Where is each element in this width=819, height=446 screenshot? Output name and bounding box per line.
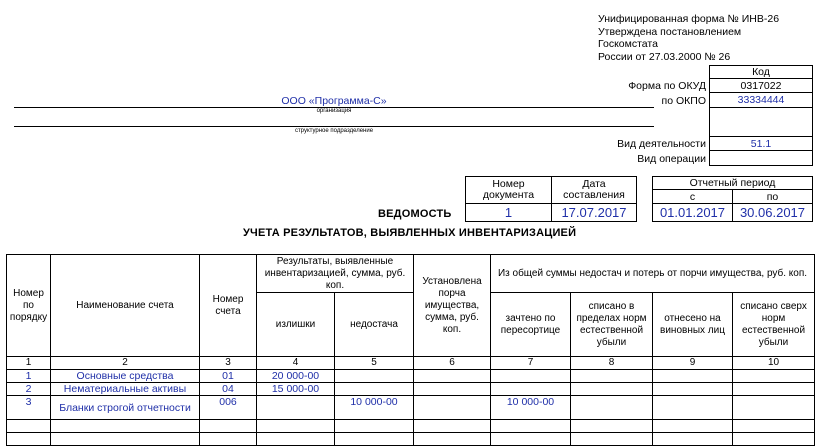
approval-authority: Госкомстата [598, 38, 658, 50]
th-account-number: Номер счета [200, 255, 257, 357]
doc-number-value[interactable]: 1 [465, 203, 552, 222]
results-table [6, 254, 815, 446]
operation-value[interactable] [709, 150, 813, 166]
within-norms-value[interactable] [571, 396, 653, 420]
document-title: ВЕДОМОСТЬ [378, 208, 452, 220]
col-number: 1 [7, 357, 51, 370]
th-guilty: отнесено на виновных лиц [653, 293, 733, 357]
regrading-value[interactable]: 10 000-00 [491, 396, 571, 420]
period-to-value[interactable]: 30.06.2017 [732, 203, 813, 222]
col-number: 3 [200, 357, 257, 370]
th-regrading: зачтено по пересортице [491, 293, 571, 357]
period-from-value[interactable]: 01.01.2017 [652, 203, 733, 222]
th-damage: Установлена порча имущества, сумма, руб. коп. [414, 255, 491, 357]
th-of-total: Из общей суммы недостач и потерь от порчи имущества, руб. коп. [491, 255, 815, 293]
guilty-value[interactable] [653, 370, 733, 383]
codes-blank [709, 107, 813, 137]
operation-label: Вид операции [637, 153, 706, 165]
th-account-name: Наименование счета [51, 255, 200, 357]
account-number[interactable]: 01 [200, 370, 257, 383]
damage-value[interactable] [414, 370, 491, 383]
account-name[interactable]: Нематериальные активы [51, 383, 200, 396]
doc-date-header: Дата составления [551, 176, 637, 204]
shortage-value[interactable] [335, 383, 414, 396]
okpo-label: по ОКПО [661, 95, 706, 107]
okud-label: Форма по ОКУД [628, 80, 706, 92]
department-caption: структурное подразделение [294, 128, 374, 134]
col-number: 9 [653, 357, 733, 370]
approval-line: Утверждена постановлением [598, 25, 742, 38]
doc-number-header: Номер документа [465, 176, 552, 204]
account-name[interactable]: Основные средства [51, 370, 200, 383]
column-numbers-row [7, 357, 815, 370]
surplus-value[interactable]: 20 000-00 [257, 370, 335, 383]
okud-value: 0317022 [709, 78, 813, 93]
row-number[interactable]: 3 [7, 396, 51, 420]
okpo-value[interactable]: 33334444 [709, 92, 813, 108]
regrading-value[interactable] [491, 383, 571, 396]
account-name[interactable]: Бланки строгой отчетности [51, 396, 200, 420]
period-from-header: с [652, 189, 733, 204]
col-number: 10 [733, 357, 815, 370]
row-number[interactable]: 2 [7, 383, 51, 396]
th-surplus: излишки [257, 293, 335, 357]
department-line [14, 126, 654, 127]
table-row-empty[interactable] [7, 420, 815, 433]
th-above-norms: списано сверх норм естественной убыли [733, 293, 815, 357]
document-subtitle: УЧЕТА РЕЗУЛЬТАТОВ, ВЫЯВЛЕННЫХ ИНВЕНТАРИЗАЦИЕЙ [243, 227, 577, 239]
col-number: 5 [335, 357, 414, 370]
row-number[interactable]: 1 [7, 370, 51, 383]
shortage-value[interactable]: 10 000-00 [335, 396, 414, 420]
table-row[interactable] [7, 383, 815, 396]
activity-value[interactable]: 51.1 [709, 136, 813, 151]
approval-date: России от 27.03.2000 № 26 [598, 50, 731, 63]
guilty-value[interactable] [653, 383, 733, 396]
th-shortage: недостача [335, 293, 414, 357]
period-to-header: по [732, 189, 813, 204]
table-row[interactable] [7, 370, 815, 383]
table-row[interactable] [7, 396, 815, 420]
above-norms-value[interactable] [733, 396, 815, 420]
organization-name[interactable]: ООО «Программа-С» [281, 95, 387, 107]
guilty-value[interactable] [653, 396, 733, 420]
th-results: Результаты, выявленные инвентаризацией, сумма, руб. коп. [257, 255, 414, 293]
damage-value[interactable] [414, 383, 491, 396]
form-name: Унифицированная форма № ИНВ-26 [598, 13, 780, 25]
doc-date-value[interactable]: 17.07.2017 [551, 203, 637, 222]
within-norms-value[interactable] [571, 383, 653, 396]
activity-label: Вид деятельности [617, 138, 706, 150]
period-header: Отчетный период [652, 176, 813, 190]
col-number: 6 [414, 357, 491, 370]
col-number: 7 [491, 357, 571, 370]
account-number[interactable]: 04 [200, 383, 257, 396]
regrading-value[interactable] [491, 370, 571, 383]
codes-header: Код [709, 65, 813, 79]
shortage-value[interactable] [335, 370, 414, 383]
col-number: 8 [571, 357, 653, 370]
form-header [598, 13, 813, 63]
account-number[interactable]: 006 [200, 396, 257, 420]
above-norms-value[interactable] [733, 383, 815, 396]
th-within-norms: списано в пределах норм естественной убыли [571, 293, 653, 357]
col-number: 2 [51, 357, 200, 370]
th-row-number: Номер по порядку [7, 255, 51, 357]
damage-value[interactable] [414, 396, 491, 420]
surplus-value[interactable]: 15 000-00 [257, 383, 335, 396]
surplus-value[interactable] [257, 396, 335, 420]
col-number: 4 [257, 357, 335, 370]
within-norms-value[interactable] [571, 370, 653, 383]
organization-caption: организация [316, 108, 352, 114]
above-norms-value[interactable] [733, 370, 815, 383]
